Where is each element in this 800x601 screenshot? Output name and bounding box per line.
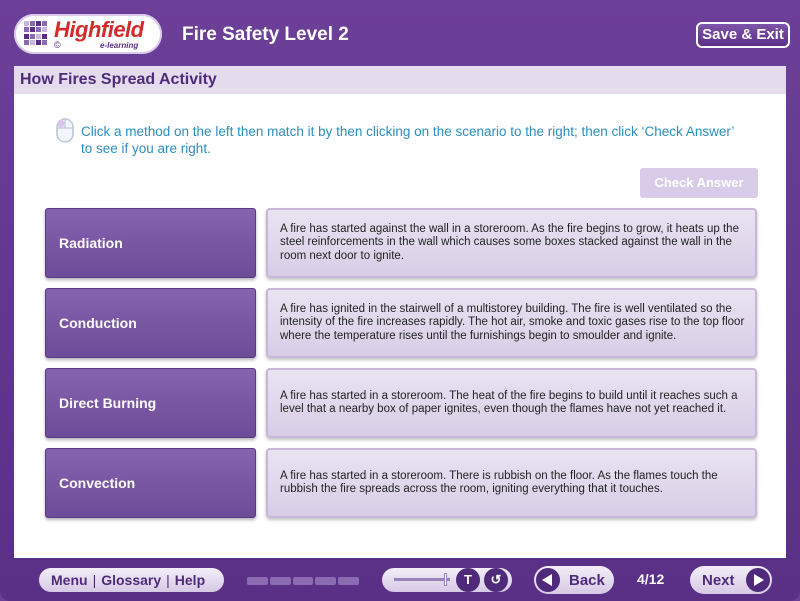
- scenario-text: A fire has started in a storeroom. The heat of the fire begins to build until it reaches such a level that a nearby box of paper ignites, even though the flames have not yet reached it.: [280, 389, 738, 415]
- page-counter: 4/12: [637, 571, 665, 587]
- method-label: Radiation: [59, 235, 123, 251]
- next-label: Next: [702, 572, 735, 589]
- media-controls: [382, 568, 512, 592]
- separator: |: [166, 572, 170, 588]
- scenario-text: A fire has started against the wall in a storeroom. As the fire begins to grow, it heats up the steel reinforcements in the wall which causes some boxes stacked against the wall in the room next door to ignite.: [280, 222, 739, 262]
- back-label: Back: [569, 572, 605, 589]
- glossary-link[interactable]: Glossary: [101, 572, 162, 588]
- method-label: Convection: [59, 475, 136, 491]
- method-conduction[interactable]: [45, 288, 256, 358]
- method-label: Direct Burning: [59, 395, 157, 411]
- menu-link[interactable]: Menu: [51, 572, 88, 588]
- header: [0, 0, 800, 64]
- nav-menu-pill: [39, 568, 224, 592]
- back-button[interactable]: [534, 566, 614, 594]
- transcript-button[interactable]: T: [456, 568, 480, 592]
- instructions-text: Click a method on the left then match it by then clicking on the scenario to the right; then click ‘Check Answer’ to see if you are right.: [81, 124, 734, 156]
- logo-copyright: ©: [54, 40, 61, 50]
- progress-segment: [338, 577, 359, 585]
- progress-segment: [270, 577, 291, 585]
- logo-name: Highfield: [54, 17, 144, 42]
- method-convection[interactable]: [45, 448, 256, 518]
- section-title: How Fires Spread Activity: [20, 71, 217, 88]
- method-direct-burning[interactable]: [45, 368, 256, 438]
- scenario-2[interactable]: [266, 288, 757, 358]
- progress-segment: [315, 577, 336, 585]
- mouse-icon: [54, 116, 76, 144]
- scenario-1[interactable]: [266, 208, 757, 278]
- audio-slider-track[interactable]: [394, 578, 450, 581]
- check-answer-button[interactable]: Check Answer: [640, 168, 758, 198]
- highfield-logo: [14, 14, 162, 54]
- logo-grid-icon: [24, 21, 48, 45]
- back-arrow-icon: [536, 568, 560, 592]
- logo-subtitle: e-learning: [100, 41, 139, 50]
- help-link[interactable]: Help: [174, 572, 206, 588]
- next-arrow-icon: [746, 568, 770, 592]
- save-exit-button[interactable]: Save & Exit: [696, 22, 790, 48]
- scenario-text: A fire has started in a storeroom. There is rubbish on the floor. As the flames touch the rubbish the fire spreads across the room, igniting everything that it touches.: [280, 469, 718, 495]
- method-label: Conduction: [59, 315, 137, 331]
- separator: |: [92, 572, 97, 588]
- scenario-text: A fire has ignited in the stairwell of a multistorey building. The fire is well ventilated so the intensity of the fire increases rapidly. The hot air, smoke and toxic gases rise to the top floor where the temperature rises until the furnishings begin to smoulder and ignite.: [280, 302, 745, 342]
- footer-bar: [0, 560, 800, 601]
- progress-segment: [293, 577, 314, 585]
- next-button[interactable]: [690, 566, 772, 594]
- section-bar: [14, 66, 786, 94]
- method-radiation[interactable]: [45, 208, 256, 278]
- replay-button[interactable]: ↺: [484, 568, 508, 592]
- content-panel: [14, 66, 786, 558]
- progress-track: [247, 577, 359, 585]
- scenario-4[interactable]: [266, 448, 757, 518]
- course-title: Fire Safety Level 2: [182, 24, 349, 45]
- scenario-3[interactable]: [266, 368, 757, 438]
- audio-slider-handle[interactable]: [444, 573, 447, 586]
- progress-segment: [247, 577, 268, 585]
